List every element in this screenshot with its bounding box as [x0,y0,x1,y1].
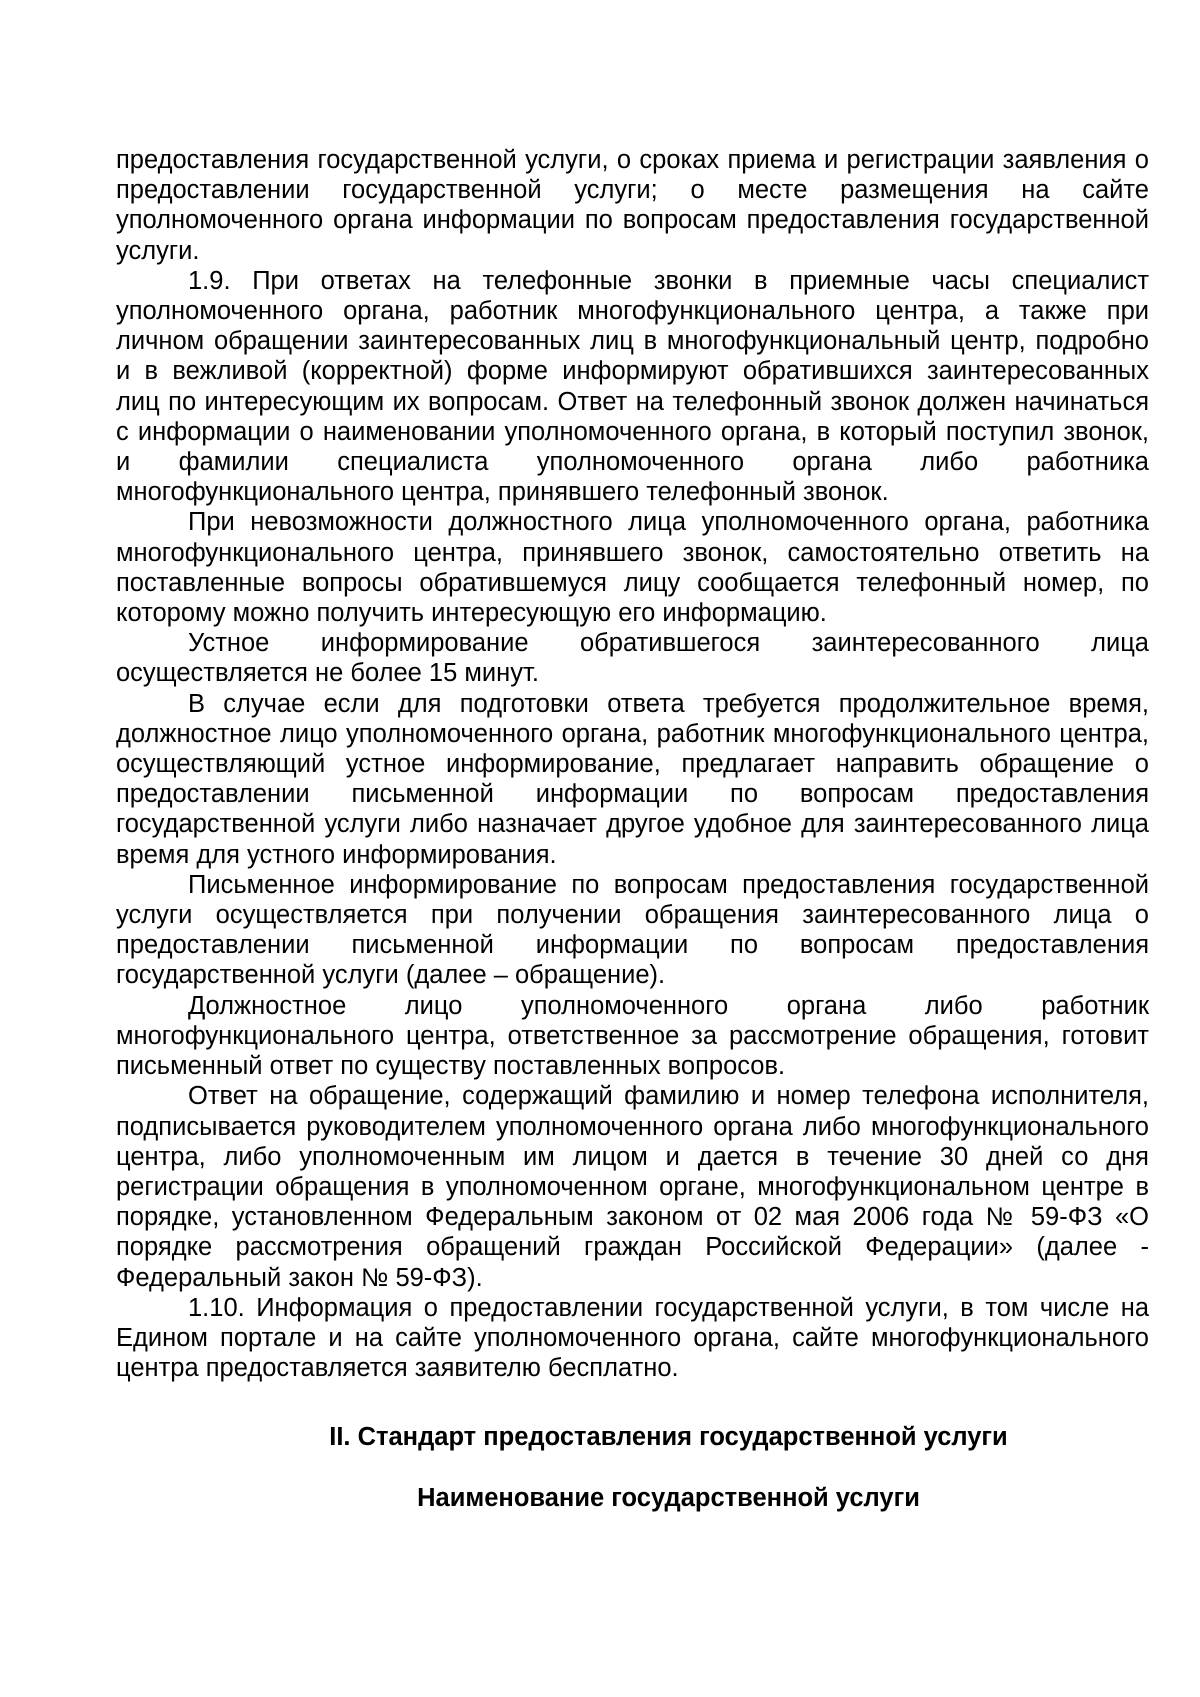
document-page [116,145,1149,1513]
paragraph-oral-duration: Устное информирование обратившегося заинтересованного лица осуществляется не более 15 минут. [116,629,1149,688]
paragraph-long-answer: В случае если для подготовки ответа требуется продолжительное время, должностное лицо уполномоченного органа, работник многофункционального центра, осуществляющий устное информирование, предлагает направить обращение о предоставлении письменной информации по вопросам предоставления государственной услуги либо назначает другое удобное для заинтересованного лица время для устного информирования. [116,689,1149,869]
paragraph-response-signing: Ответ на обращение, содержащий фамилию и номер телефона исполнителя, подписывается руководителем уполномоченного органа либо многофункционального центра, либо уполномоченным им лицом и дается в течение 30 дней со дня регистрации обращения в уполномоченном органе, многофункциональном центре в порядке, установленном Федеральным законом от 02 мая 2006 года № 59-ФЗ «О порядке рассмотрения обращений граждан Российской Федерации» (далее - Федеральный закон № 59-ФЗ). [116,1082,1149,1292]
paragraph-1-10: 1.10. Информация о предоставлении государственной услуги, в том числе на Едином портале и на сайте уполномоченного органа, сайте многофункционального центра предоставляется заявителю бесплатно. [116,1293,1149,1383]
paragraph-written-info: Письменное информирование по вопросам предоставления государственной услуги осуществляется при получении обращения заинтересованного лица о предоставлении письменной информации по вопросам предоставления государственной услуги (далее – обращение). [116,870,1149,990]
section-heading: II. Стандарт предоставления государственной услуги [329,1423,1008,1452]
subsection-heading: Наименование государственной услуги [417,1483,920,1512]
paragraph-phone-number: При невозможности должностного лица уполномоченного органа, работника многофункционального центра, принявшего звонок, самостоятельно ответить на поставленные вопросы обратившемуся лицу сообщается телефонный номер, по которому можно получить интересующую его информацию. [116,508,1149,628]
paragraph-official-response: Должностное лицо уполномоченного органа либо работник многофункционального центра, ответственное за рассмотрение обращения, готовит письменный ответ по существу поставленных вопросов. [116,991,1149,1081]
paragraph-continuation: предоставления государственной услуги, о сроках приема и регистрации заявления о предоставлении государственной услуги; о месте размещения на сайте уполномоченного органа информации по вопросам предоставления государственной услуги. [116,146,1149,265]
paragraph-1-9: 1.9. При ответах на телефонные звонки в приемные часы специалист уполномоченного органа, работник многофункционального центра, а также при личном обращении заинтересованных лиц в многофункциональный центр, подробно и в вежливой (корректной) форме информируют обратившихся заинтересованных лиц по интересующим их вопросам. Ответ на телефонный звонок должен начинаться с информации о наименовании уполномоченного органа, в который поступил звонок, и фамилии специалиста уполномоченного органа либо работника многофункционального центра, принявшего телефонный звонок. [116,266,1149,507]
